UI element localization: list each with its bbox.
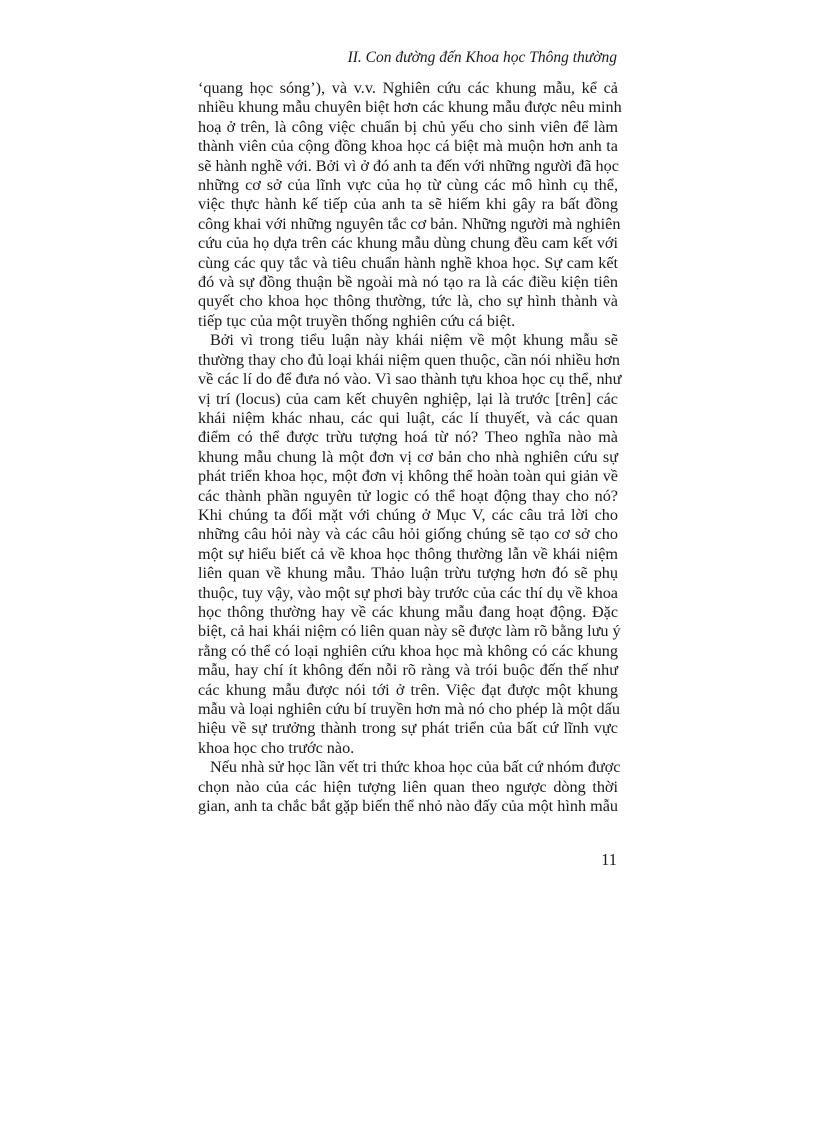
page-number: 11 [601,850,617,869]
text-line: tiếp tục của một truyền thống nghiên cứu cá biệt. [198,311,516,330]
text-line: thành viên của cộng đồng khoa học cá biệt mà muộn hơn anh ta [198,137,618,156]
text-line: phát triển khoa học, một đơn vị không thể hoàn toàn qui giản về [198,467,618,486]
text-line: biệt, cả hai khái niệm có liên quan này sẽ được làm rõ bằng lưu ý [198,622,621,641]
text-line: Khi chúng ta đối mặt với chúng ở Mục V, các câu trả lời cho [198,505,618,524]
text-line: khoa học cho trước nào. [198,738,355,757]
text-line: vị trí (locus) của cam kết chuyên nghiệp, lại là trước [trên] các [198,389,618,408]
text-line: mẫu, hay chí ít không đến nỗi rõ ràng và trói buộc đến thế như [198,661,618,680]
body-text [198,79,622,816]
text-line: khung mẫu chung là một đơn vị cơ bản cho nhà nghiên cứu sự [198,447,618,466]
text-line: về các lí do để đưa nó vào. Vì sao thành tựu khoa học cụ thể, như [198,370,622,389]
text-line: thường thay cho đủ loại khái niệm quen thuộc, cần nói nhiều hơn [198,350,620,369]
text-line: nhiều khung mẫu chuyên biệt hơn các khung mẫu được nêu minh [198,98,622,117]
text-line: rằng có thể có loại nghiên cứu khoa học mà không có các khung [198,641,618,660]
paragraph [198,331,622,758]
text-line: cứu của họ dựa trên các khung mẫu dùng chung đều cam kết với [198,234,618,253]
text-line: quyết cho khoa học thông thường, tức là, cho sự hình thành và [198,292,618,311]
text-line: một sự hiểu biết cả về khoa học thông thường lẫn về khái niệm [198,544,618,563]
running-header: II. Con đường đến Khoa học Thông thường [347,49,617,66]
text-line: Nếu nhà sử học lần vết tri thức khoa học của bất cứ nhóm được [210,758,621,777]
text-line: khái niệm khác nhau, các qui luật, các lí thuyết, và các quan [198,408,618,427]
text-line: chọn nào của các hiện tượng liên quan theo ngược dòng thời [198,777,618,796]
text-line: ‘quang học sóng’), và v.v. Nghiên cứu các khung mẫu, kể cả [198,79,618,97]
paragraph [198,758,621,816]
text-line: mẫu và loại nghiên cứu bí truyền hơn mà nó cho phép là một dấu [198,700,620,718]
text-line: cùng các quy tắc và tiêu chuẩn hành nghề khoa học. Sự cam kết [198,253,618,272]
paragraph [198,79,622,331]
text-line: gian, anh ta chắc bắt gặp biến thể nhỏ nào đấy của một hình mẫu [198,797,618,816]
text-line: những cơ sở của lĩnh vực của họ từ cùng các mô hình cụ thể, [198,176,618,195]
text-line: sẽ hành nghề với. Bởi vì ở đó anh ta đến với những người đã học [198,156,619,175]
text-line: hoạ ở trên, là công việc chuẩn bị chủ yếu cho sinh viên để làm [198,117,618,136]
text-line: công khai với những nguyên tắc cơ bản. Những người mà nghiên [198,214,621,233]
text-line: đó và sự đồng thuận bề ngoài mà nó tạo ra là các điều kiện tiên [198,273,618,292]
text-line: hiệu về sự trưởng thành trong sự phát triển của bất cứ lĩnh vực [198,719,618,738]
text-line: việc thực hành kế tiếp của anh ta sẽ hiếm khi gây ra bất đồng [198,195,618,214]
text-line: liên quan về khung mẫu. Thảo luận trừu tượng hơn đó sẽ phụ [198,564,618,583]
text-line: học thông thường hay về các khung mẫu đang hoạt động. Đặc [198,602,618,621]
text-line: điểm có thể được trừu tượng hoá từ nó? Theo nghĩa nào mà [198,428,618,447]
text-line: thuộc, tuy vậy, vào một sự phơi bày trước của các thí dụ về khoa [198,583,618,602]
text-line: các khung mẫu được nói tới ở trên. Việc đạt được một khung [198,680,618,699]
text-line: các thành phần nguyên tử logic có thể hoạt động thay cho nó? [198,486,618,505]
text-line: Bởi vì trong tiểu luận này khái niệm về một khung mẫu sẽ [210,331,618,350]
text-line: những câu hỏi này và các câu hỏi giống chúng sẽ tạo cơ sở cho [198,525,618,544]
